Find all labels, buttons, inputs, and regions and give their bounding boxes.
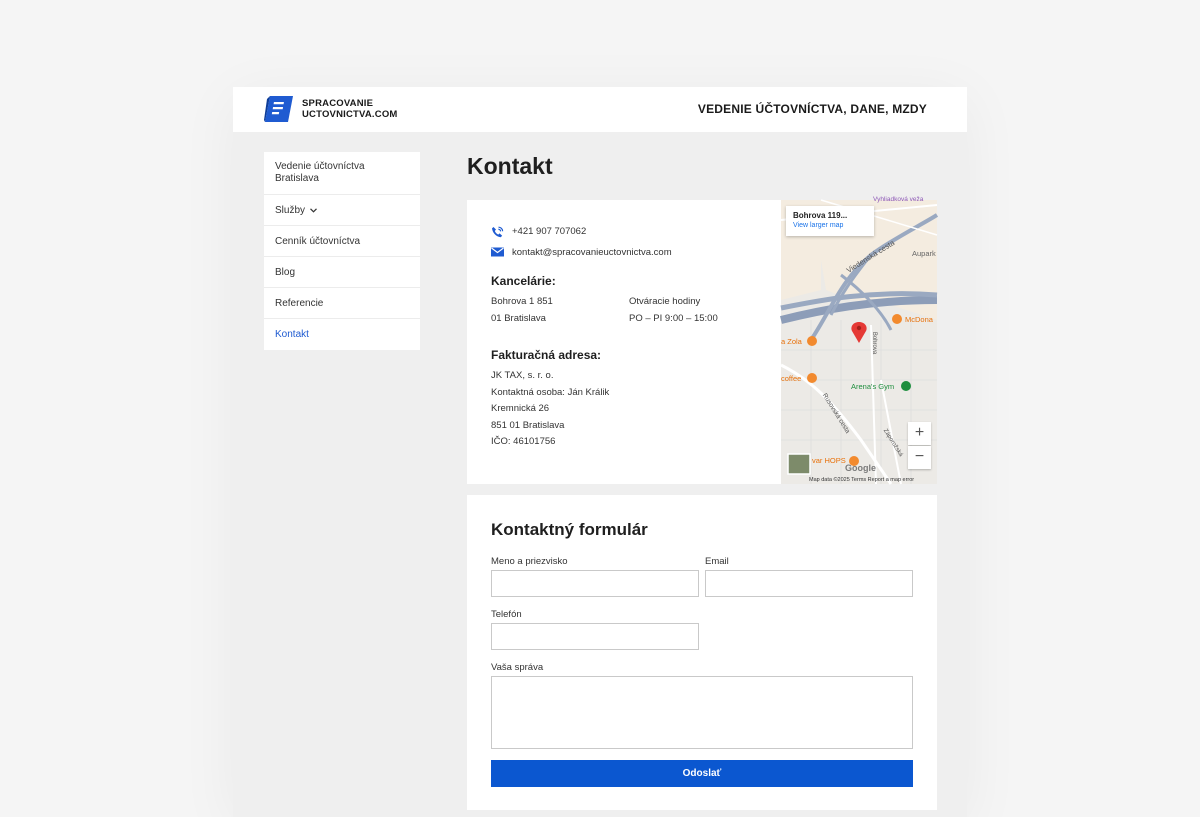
map-label-gym: Arena's Gym xyxy=(851,382,895,391)
phone-field[interactable] xyxy=(491,623,699,650)
phone-number: +421 907 707062 xyxy=(512,226,587,237)
name-field[interactable] xyxy=(491,570,699,597)
hours-label: Otváracie hodiny xyxy=(629,296,701,307)
page-title: Kontakt xyxy=(467,153,553,179)
map-label-rusovska: Rusovská cesta xyxy=(820,392,852,435)
site-header xyxy=(233,87,967,132)
sidebar-item-cennik[interactable] xyxy=(264,226,420,257)
opening-hours xyxy=(629,293,718,327)
map-footer[interactable]: Map data ©2025 Terms Report a map error xyxy=(809,477,915,483)
billing-line: IČO: 46101756 xyxy=(491,436,556,447)
zoom-in-button[interactable]: + xyxy=(908,422,931,445)
billing-line: Kontaktná osoba: Ján Králik xyxy=(491,386,610,398)
logo-text xyxy=(302,98,398,120)
address-line-2: 01 Bratislava xyxy=(491,313,546,324)
embedded-map[interactable] xyxy=(781,196,937,484)
map-label-coffee: coffee xyxy=(781,374,802,383)
email-label: Email xyxy=(705,556,729,567)
map-label-mcdonalds: McDona xyxy=(905,315,933,324)
sidebar-item-sluzby[interactable] xyxy=(264,195,420,226)
envelope-icon xyxy=(491,247,504,258)
address-line-1: Bohrova 1 851 xyxy=(491,296,553,307)
chevron-down-icon xyxy=(310,205,317,215)
email-field[interactable] xyxy=(705,570,913,597)
contact-form xyxy=(467,495,937,810)
logo-line-1: SPRACOVANIE xyxy=(302,98,374,109)
billing-line: JK TAX, s. r. o. xyxy=(491,370,554,381)
billing-heading: Fakturačná adresa: xyxy=(491,348,602,362)
form-title: Kontaktný formulár xyxy=(491,520,648,539)
map-label-aupark: Aupark xyxy=(912,249,936,258)
email-address: kontakt@spracovanieuctovnictva.com xyxy=(512,247,672,258)
sidebar-item-referencie[interactable] xyxy=(264,288,420,319)
zoom-out-button[interactable]: − xyxy=(908,446,931,469)
map-label-road: Viedenská cesta xyxy=(844,238,897,275)
billing-line: Kremnická 26 xyxy=(491,403,550,414)
sidebar-item-label: Služby xyxy=(275,204,306,216)
billing-line: 851 01 Bratislava xyxy=(491,419,565,431)
map-label-top: Vyhliadková veža xyxy=(873,196,924,203)
message-textarea[interactable] xyxy=(491,676,913,749)
office-address xyxy=(491,293,553,327)
sidebar-item-vedenie[interactable] xyxy=(264,152,420,195)
billing-address xyxy=(491,368,609,451)
sidebar-item-label: Referencie xyxy=(275,297,324,309)
submit-button[interactable]: Odoslať xyxy=(491,760,913,787)
book-icon xyxy=(264,96,293,122)
map-info-title: Bohrova 119... xyxy=(793,211,848,220)
site-tagline: VEDENIE ÚČTOVNÍCTVA, DANE, MZDY xyxy=(697,102,927,116)
phone-label: Telefón xyxy=(491,609,522,620)
email-row[interactable] xyxy=(491,247,672,258)
map-info-box xyxy=(786,206,874,236)
logo-line-2: UCTOVNICTVA.COM xyxy=(302,109,398,120)
map-label-hops: var HOPS xyxy=(812,456,846,465)
sidebar-item-label: Cenník účtovníctva xyxy=(275,235,361,247)
site-logo[interactable] xyxy=(264,96,398,122)
phone-row[interactable] xyxy=(491,226,586,237)
sidebar-item-label: Kontakt xyxy=(275,329,309,340)
hours-value: PO – PI 9:00 – 15:00 xyxy=(629,313,718,324)
google-logo: Google xyxy=(845,463,876,473)
contact-card xyxy=(467,196,937,484)
browser-window xyxy=(233,87,967,817)
sidebar-item-label: Vedenie účtovníctva Bratislava xyxy=(275,161,365,184)
sidebar-item-kontakt[interactable] xyxy=(264,319,420,350)
sidebar-item-label: Blog xyxy=(275,266,296,278)
name-label: Meno a priezvisko xyxy=(491,556,568,567)
offices-heading: Kancelárie: xyxy=(491,274,556,288)
message-label: Vaša správa xyxy=(491,662,544,673)
sidebar-item-blog[interactable] xyxy=(264,257,420,288)
map-label-zaporozska: Záporožská xyxy=(881,428,904,458)
sidebar-nav xyxy=(264,152,420,350)
phone-icon xyxy=(491,226,504,237)
map-label-bohrova: Bohrova xyxy=(871,331,878,355)
map-label-zola: a Zola xyxy=(781,337,802,346)
view-larger-map-link[interactable]: View larger map xyxy=(793,222,844,229)
